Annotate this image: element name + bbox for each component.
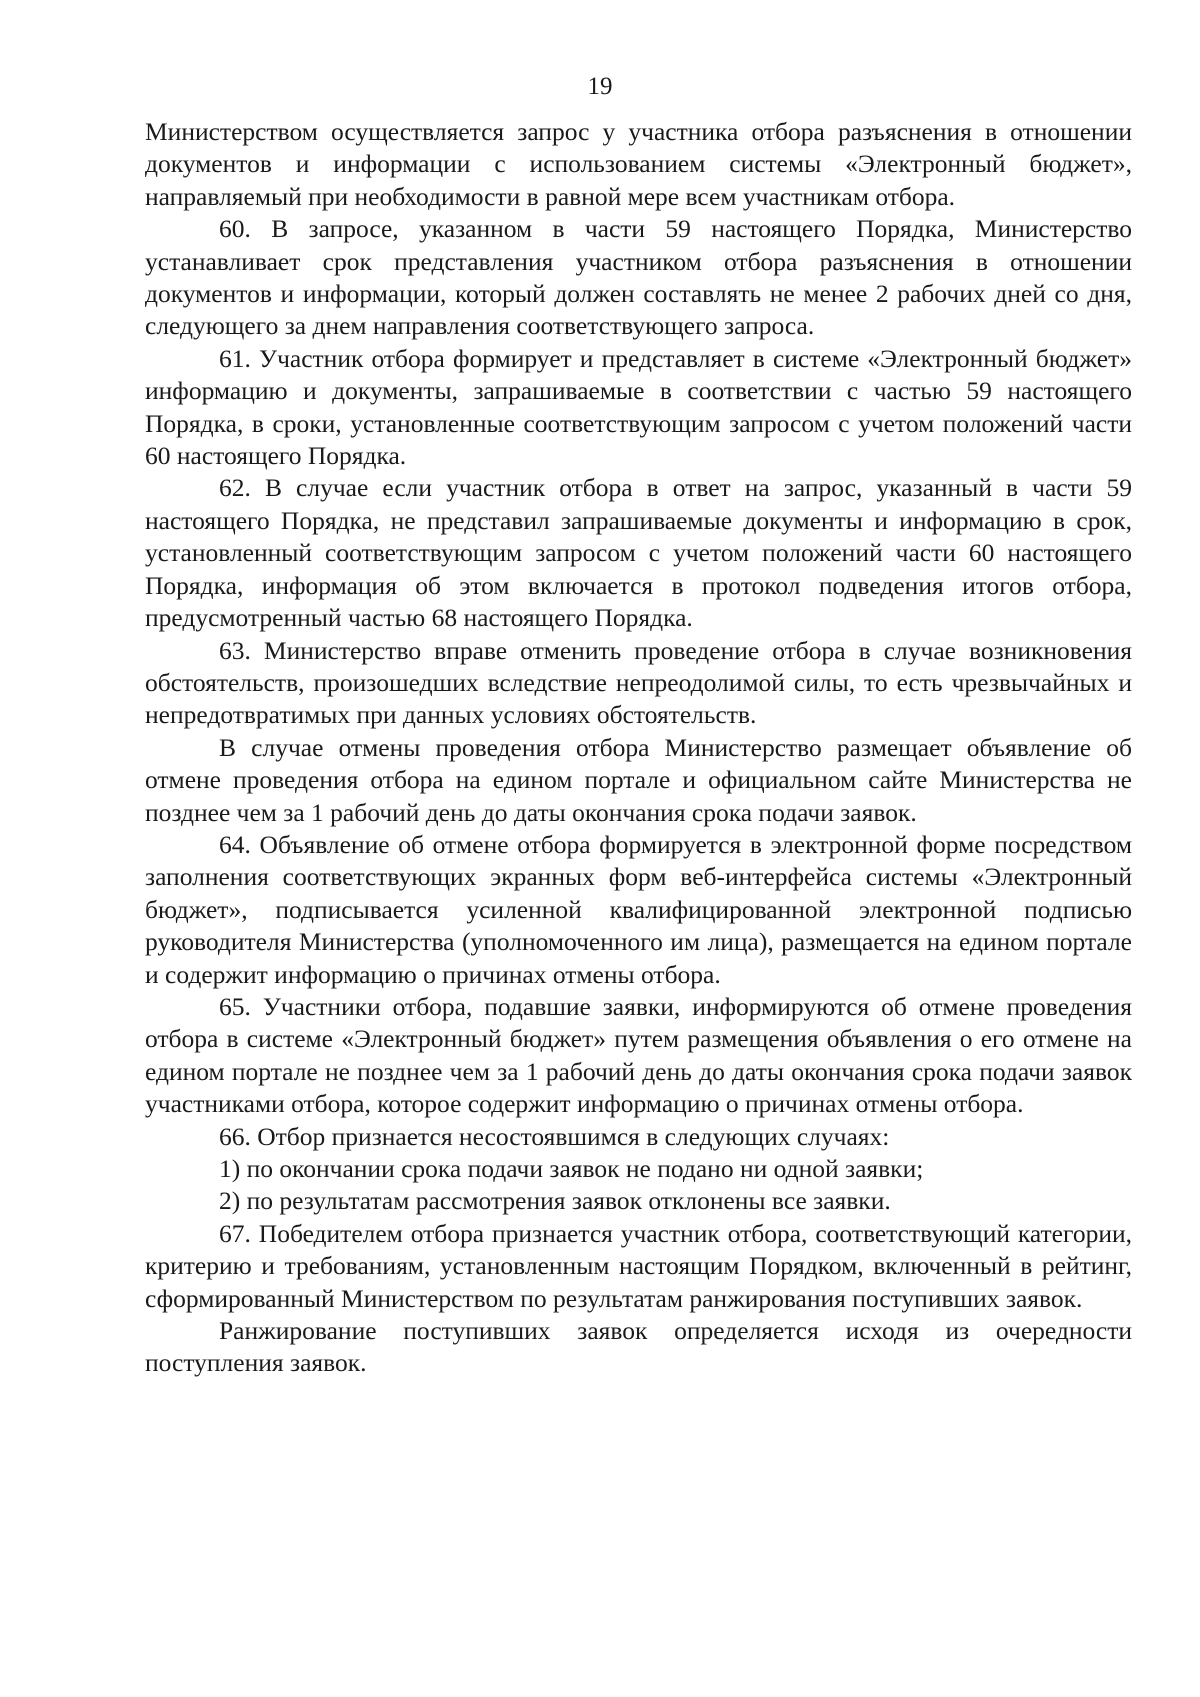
paragraph-67: 67. Победителем отбора признается участник отбора, соответствующий категории, критерию и требованиям, установленным настоящим Порядком, включенный в рейтинг, сформированный Министерством по результатам ранжирования поступивших заявок. — [145, 1218, 1132, 1313]
paragraph-66-item-2: 2) по результатам рассмотрения заявок отклонены все заявки. — [219, 1186, 891, 1216]
paragraph-67-ranking: Ранжирование поступивших заявок определяется исходя из очередности поступления заявок. — [145, 1316, 1132, 1378]
paragraph-61: 61. Участник отбора формирует и представляет в системе «Электронный бюджет» информацию и документы, запрашиваемые в соответствии с частью 59 настоящего Порядка, в сроки, установленные соответствующим запросом с учетом положений части 60 настоящего Порядка. — [145, 343, 1132, 471]
paragraph-64: 64. Объявление об отмене отбора формируется в электронной форме посредством заполнения соответствующих экранных форм веб-интерфейса системы «Электронный бюджет», подписывается усиленной квалифицированной электронной подписью руководителя Министерства (уполномоченного им лица), размещается на едином портале и содержит информацию о причинах отмены отбора. — [145, 829, 1132, 989]
paragraph-63-cancellation: В случае отмены проведения отбора Министерство размещает объявление об отмене проведения отбора на едином портале и официальном сайте Министерства не позднее чем за 1 рабочий день до даты окончания срока подачи заявок. — [145, 732, 1132, 827]
paragraph-continuation: Министерством осуществляется запрос у участника отбора разъяснения в отношении документов и информации с использованием системы «Электронный бюджет», направляемый при необходимости в равной мере всем участникам отбора. — [145, 117, 1132, 211]
paragraph-66: 66. Отбор признается несостоявшимся в следующих случаях: — [219, 1121, 890, 1151]
paragraph-66-item-1: 1) по окончании срока подачи заявок не подано ни одной заявки; — [219, 1154, 924, 1183]
document-body — [145, 116, 1132, 1380]
paragraph-60: 60. В запросе, указанном в части 59 настоящего Порядка, Министерство устанавливает срок представления участником отбора разъяснения в отношении документов и информации, который должен составлять не менее 2 рабочих дней со дня, следующего за днем направления соответствующего запроса. — [145, 214, 1132, 341]
paragraph-63: 63. Министерство вправе отменить проведение отбора в случае возникновения обстоятельств, произошедших вследствие непреодолимой силы, то есть чрезвычайных и непредотвратимых при данных условиях обстоятельств. — [145, 635, 1132, 730]
page-number: 19 — [587, 73, 613, 100]
paragraph-62: 62. В случае если участник отбора в ответ на запрос, указанный в части 59 настоящего Порядка, не представил запрашиваемые документы и информацию в срок, установленный соответствующим запросом с учетом положений части 60 настоящего Порядка, информация об этом включается в протокол подведения итогов отбора, предусмотренный частью 68 настоящего Порядка. — [145, 473, 1132, 633]
paragraph-65: 65. Участники отбора, подавшие заявки, информируются об отмене проведения отбора в системе «Электронный бюджет» путем размещения объявления о его отмене на едином портале не позднее чем за 1 рабочий день до даты окончания срока подачи заявок участниками отбора, которое содержит информацию о причинах отмены отбора. — [145, 991, 1132, 1119]
